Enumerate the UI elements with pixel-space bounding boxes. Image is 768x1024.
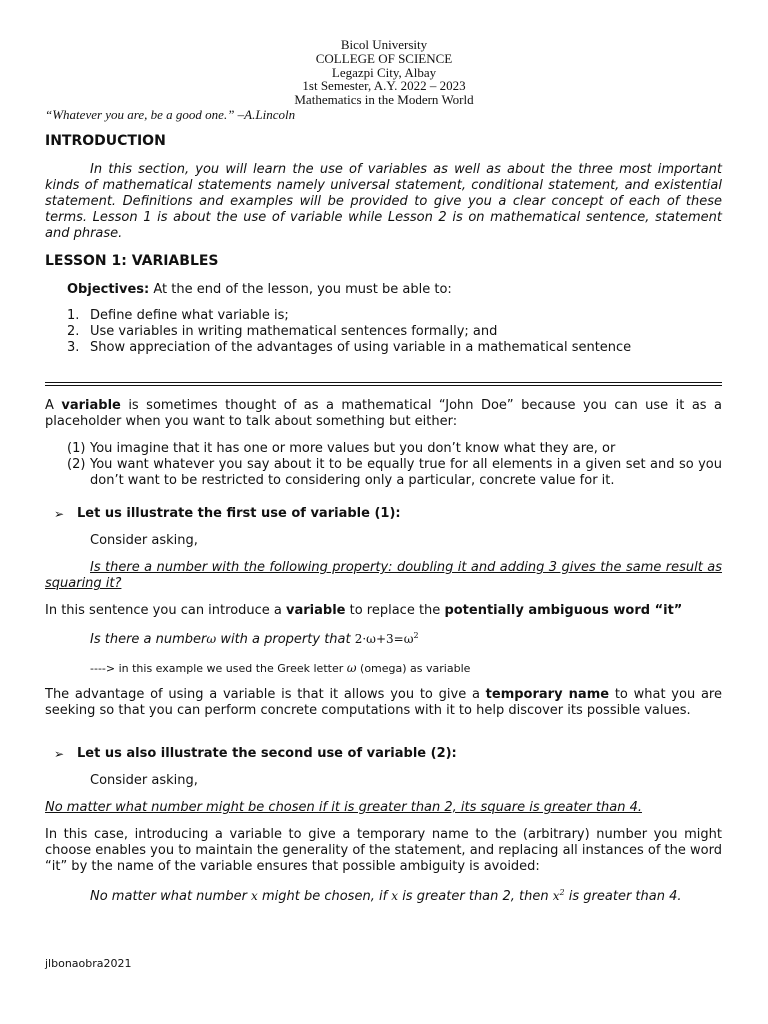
use1-intro: In this sentence you can introduce a variable to replace the potentially ambiguous word “it” (45, 603, 683, 618)
college-name: COLLEGE OF SCIENCE (315, 50, 453, 66)
semester: 1st Semester, A.Y. 2022 – 2023 (302, 78, 466, 94)
objectives-list (45, 308, 722, 356)
variable-definition: A variable is sometimes thought of as a mathematical “John Doe” because you can use it as a placeholder when you want to talk about something but either: (45, 398, 722, 429)
equation: $2\cdot\omega+3=\omega^2$ (354, 631, 419, 646)
objective-item: 2. Use variables in writing mathematical sentences formally; and (67, 324, 498, 339)
objective-item: 1. Define define what variable is; (67, 308, 289, 323)
objectives-line (45, 282, 722, 298)
use1-advantage: The advantage of using a variable is that it allows you to give a temporary name to what you are seeking so that you can perform concrete computations with it to help discover its possible values. (45, 687, 722, 718)
use1-question: Is there a number with the following property: doubling it and adding 3 gives the same result as squaring it? (45, 560, 722, 591)
course-title: Mathematics in the Modern World (294, 92, 474, 108)
variable-use-item: (1) You imagine that it has one or more values but you don’t know what they are, or (67, 441, 616, 456)
objectives-text: At the end of the lesson, you must be able to: (149, 282, 452, 297)
document-header (0, 38, 768, 107)
lesson1-heading: LESSON 1: VARIABLES (45, 253, 219, 269)
use2-heading: Let us also illustrate the second use of variable (2): (77, 746, 457, 761)
use1-heading: Let us illustrate the first use of variable (1): (77, 506, 401, 521)
use1-example: Is there a numberω with a property that $2\cdot\omega+3=\omega^2$ (90, 631, 419, 647)
objective-item: 3. Show appreciation of the advantages of using variable in a mathematical sentence (67, 340, 632, 355)
objectives-label: Objectives: (67, 282, 150, 297)
intro-paragraph: In this section, you will learn the use of variables as well as about the three most important kinds of mathematical statements namely universal statement, conditional statement, and existential statement. Definitions and examples will be provided to give you a clear concept of each of these terms. Lesson 1 is about the use of variable while Lesson 2 is on mathematical sentence, statement and phrase. (45, 162, 722, 241)
use2-example: No matter what number x might be chosen, if x is greater than 2, then $x^2$ is greater than 4. (90, 888, 682, 904)
footer-author: jlbonaobra2021 (45, 957, 132, 970)
variable-use-item: (2) You want whatever you say about it to be equally true for all elements in a given set and so you don’t want to be restricted to considering only a particular, concrete value for it. (67, 457, 722, 488)
use2-explanation: In this case, introducing a variable to give a temporary name to the (arbitrary) number you might choose enables you to maintain the generality of the statement, and replacing all instances of the word “it” by the name of the variable ensures that possible ambiguity is avoided: (45, 827, 722, 874)
divider-bottom (45, 385, 722, 386)
arrow-bullet-icon: ➢ (54, 747, 65, 761)
use2-consider: Consider asking, (90, 773, 198, 788)
intro-heading: INTRODUCTION (45, 133, 166, 149)
use2-question: No matter what number might be chosen if it is greater than 2, its square is greater than 4. (45, 800, 642, 815)
arrow-bullet-icon: ➢ (54, 507, 65, 521)
variable-uses-list (45, 441, 722, 489)
location: Legazpi City, Albay (331, 64, 437, 80)
use1-consider: Consider asking, (90, 533, 198, 548)
quote: “Whatever you are, be a good one.” –A.Lincoln (45, 107, 296, 122)
use1-note: ----> in this example we used the Greek letter ω (omega) as variable (90, 661, 471, 675)
divider-top (45, 382, 722, 383)
university-name: Bicol University (340, 37, 428, 52)
